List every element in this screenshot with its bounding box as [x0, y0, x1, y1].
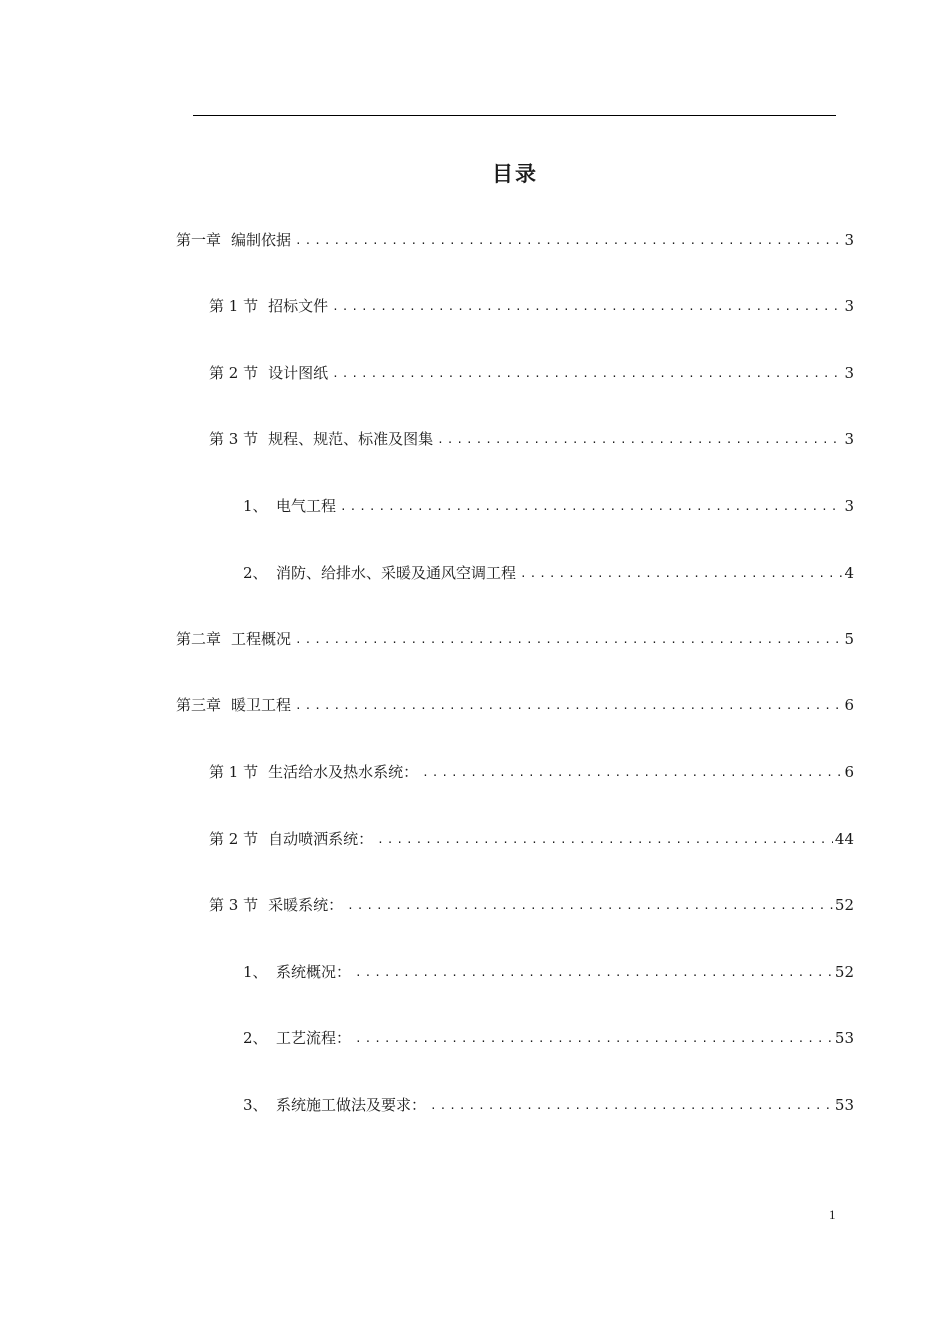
toc-entry-number: 第一章 [176, 231, 222, 249]
toc-entry-page: 4 [844, 564, 854, 582]
toc-dot-leader [340, 496, 842, 518]
toc-title: 目录 [492, 162, 538, 186]
toc-entry-page: 6 [844, 763, 854, 781]
toc-dot-leader [332, 363, 842, 385]
toc-dot-leader [377, 829, 833, 851]
toc-entry-label: 招标文件 [268, 297, 329, 315]
page-number: 1 [829, 1207, 836, 1222]
toc-entry-label: 工程概况 [231, 630, 292, 648]
toc-entry-label: 设计图纸 [268, 364, 329, 382]
toc-entry-number: 2、 [243, 1029, 268, 1047]
toc-entry-label: 采暖系统： [268, 896, 344, 914]
toc-dot-leader [332, 296, 842, 318]
toc-entry-page: 3 [844, 231, 854, 249]
toc-entry-label: 自动喷洒系统： [268, 830, 374, 848]
toc-entry-number: 2、 [243, 564, 268, 582]
toc-entry-item-3-3-3[interactable] [243, 1094, 854, 1116]
toc-entry-page: 44 [834, 830, 854, 848]
toc-entry-number: 1、 [243, 963, 268, 981]
toc-entry-section-1-2[interactable] [209, 362, 854, 384]
toc-entry-section-3-1[interactable] [209, 761, 854, 783]
toc-entry-label: 编制依据 [231, 231, 292, 249]
toc-dot-leader [520, 563, 842, 585]
toc-entry-page: 52 [834, 963, 854, 981]
toc-entry-label: 系统概况： [276, 963, 352, 981]
toc-entry-label: 电气工程 [276, 497, 337, 515]
toc-entry-number: 第 3 节 [209, 430, 259, 448]
toc-entry-number: 第 2 节 [209, 364, 259, 382]
toc-dot-leader [295, 230, 842, 252]
toc-entry-label: 系统施工做法及要求： [276, 1096, 427, 1114]
toc-entry-number: 第 3 节 [209, 896, 259, 914]
toc-dot-leader [430, 1095, 833, 1117]
toc-entry-number: 第二章 [176, 630, 222, 648]
toc-entry-label: 暖卫工程 [231, 696, 292, 714]
toc-entry-chapter-1[interactable] [176, 229, 854, 251]
toc-entry-chapter-2[interactable] [176, 628, 854, 650]
toc-entry-number: 1、 [243, 497, 268, 515]
toc-entry-page: 53 [834, 1029, 854, 1047]
toc-entry-number: 第 1 节 [209, 763, 259, 781]
toc-entry-label: 消防、给排水、采暖及通风空调工程 [276, 564, 517, 582]
toc-entry-item-3-3-1[interactable] [243, 961, 854, 983]
toc-entry-number: 第 2 节 [209, 830, 259, 848]
toc-entry-page: 3 [844, 364, 854, 382]
toc-entry-page: 6 [844, 696, 854, 714]
toc-dot-leader [295, 629, 842, 651]
toc-entry-label: 生活给水及热水系统： [268, 763, 419, 781]
toc-entry-section-3-3[interactable] [209, 894, 854, 916]
toc-entry-page: 53 [834, 1096, 854, 1114]
toc-entry-page: 3 [844, 297, 854, 315]
toc-entry-item-2[interactable] [243, 562, 854, 584]
toc-entry-section-3-2[interactable] [209, 828, 854, 850]
toc-entry-item-3-3-2[interactable] [243, 1027, 854, 1049]
toc-entry-number: 第三章 [176, 696, 222, 714]
header-rule [193, 115, 836, 116]
toc-entry-section-1-1[interactable] [209, 295, 854, 317]
toc-entry-page: 5 [844, 630, 854, 648]
toc-entry-number: 第 1 节 [209, 297, 259, 315]
toc-entry-number: 3、 [243, 1096, 268, 1114]
toc-entry-item-1[interactable] [243, 495, 854, 517]
toc-entry-page: 3 [844, 497, 854, 515]
toc-dot-leader [437, 429, 842, 451]
toc-entry-label: 规程、规范、标准及图集 [268, 430, 434, 448]
toc-entry-label: 工艺流程： [276, 1029, 352, 1047]
toc-entry-page: 52 [834, 896, 854, 914]
toc-dot-leader [422, 762, 842, 784]
toc-dot-leader [347, 895, 833, 917]
toc-dot-leader [295, 695, 842, 717]
toc-entry-page: 3 [844, 430, 854, 448]
toc-entry-chapter-3[interactable] [176, 694, 854, 716]
toc-dot-leader [355, 962, 833, 984]
toc-dot-leader [355, 1028, 833, 1050]
toc-entry-section-1-3[interactable] [209, 428, 854, 450]
